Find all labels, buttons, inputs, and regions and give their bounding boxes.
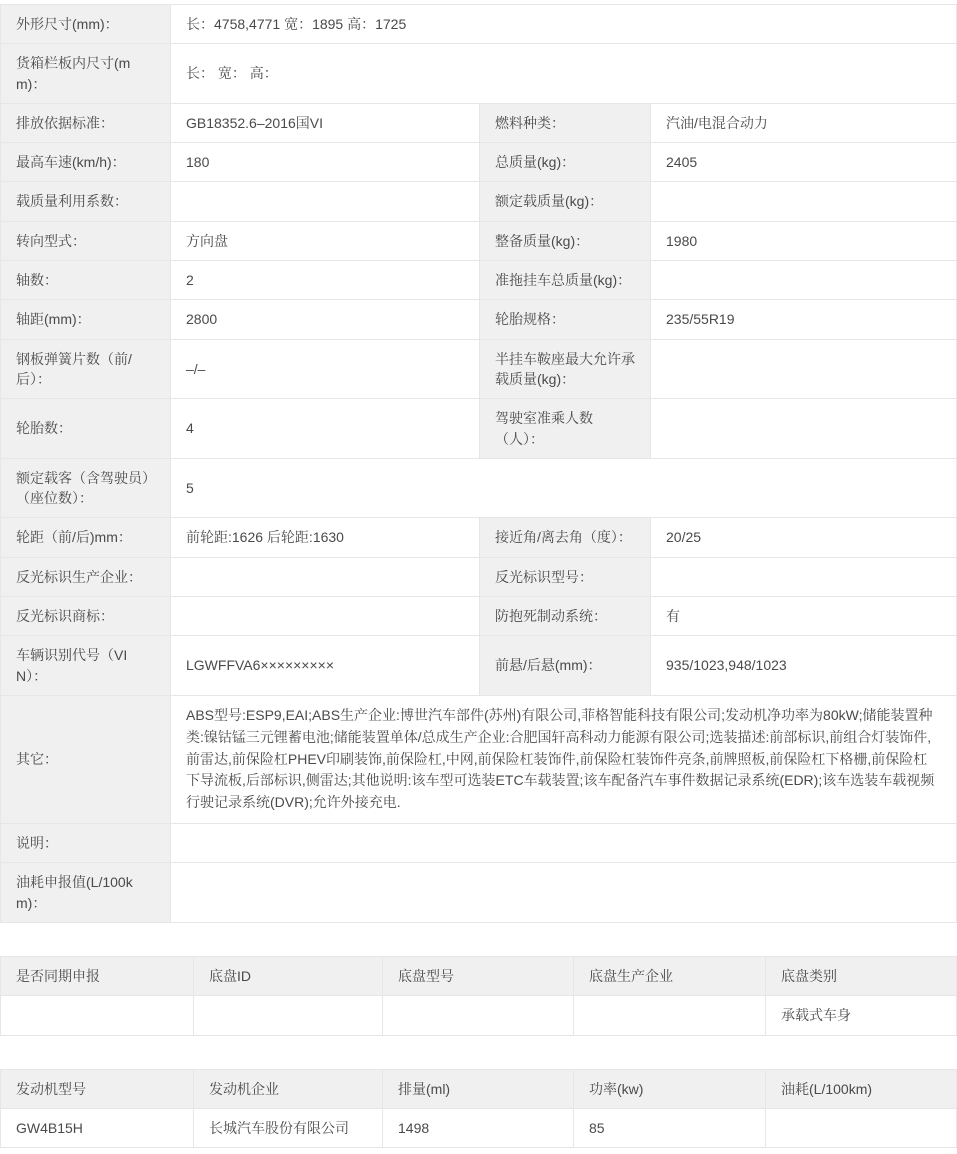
table-spacer [0,1036,957,1069]
chassis-header-cell: 是否同期申报 [1,956,194,995]
spec-label-cell: 额定载客（含驾驶员）（座位数）： [1,458,171,518]
engine-header-cell: 功率(kw) [574,1069,766,1108]
spec-label-cell: 排放依据标准： [1,103,171,142]
engine-header-cell: 发动机企业 [194,1069,383,1108]
spec-label-cell: 反光标识生产企业： [1,557,171,596]
spec-label-cell: 总质量(kg)： [480,143,651,182]
spec-value-cell [171,863,957,923]
spec-value-cell: 长：4758,4771 宽：1895 高：1725 [171,5,957,44]
chassis-header-cell: 底盘类别 [766,956,957,995]
spec-value-cell: 2 [171,261,480,300]
spec-row [1,261,957,300]
spec-value-cell: 5 [171,458,957,518]
spec-row [1,636,957,696]
spec-value-cell: 1980 [651,221,957,260]
engine-header-cell: 油耗(L/100km) [766,1069,957,1108]
engine-value-cell [766,1108,957,1147]
engine-value-cell: GW4B15H [1,1108,194,1147]
chassis-header-cell: 底盘型号 [383,956,574,995]
engine-table [0,1069,957,1149]
spec-row [1,103,957,142]
spec-label-cell: 轮胎数： [1,399,171,459]
table-spacer [0,923,957,956]
engine-value-cell: 85 [574,1108,766,1147]
spec-label-cell: 货箱栏板内尺寸(mm)： [1,44,171,104]
spec-row [1,557,957,596]
spec-value-cell: 235/55R19 [651,300,957,339]
spec-value-cell: 20/25 [651,518,957,557]
spec-label-cell: 轮距（前/后)mm： [1,518,171,557]
spec-value-cell: 2405 [651,143,957,182]
spec-value-cell: 4 [171,399,480,459]
spec-label-cell: 说明： [1,824,171,863]
spec-label-cell: 钢板弹簧片数（前/后）： [1,339,171,399]
chassis-value-cell [383,996,574,1035]
spec-value-cell [651,182,957,221]
spec-label-cell: 驾驶室准乘人数（人）： [480,399,651,459]
spec-label-cell: 反光标识商标： [1,597,171,636]
spec-label-cell: 车辆识别代号（VIN）： [1,636,171,696]
spec-value-cell: 180 [171,143,480,182]
spec-label-cell: 轮胎规格： [480,300,651,339]
spec-label-cell: 接近角/离去角（度）： [480,518,651,557]
spec-row [1,300,957,339]
spec-row [1,597,957,636]
spec-row [1,518,957,557]
spec-value-cell: 935/1023,948/1023 [651,636,957,696]
spec-row [1,399,957,459]
spec-value-cell: 有 [651,597,957,636]
chassis-header-row [1,956,957,995]
spec-table-body [1,5,957,923]
spec-label-cell: 载质量利用系数： [1,182,171,221]
spec-value-cell [171,182,480,221]
spec-value-cell [651,399,957,459]
spec-value-cell [651,557,957,596]
chassis-row [1,996,957,1035]
spec-row [1,182,957,221]
spec-label-cell: 防抱死制动系统： [480,597,651,636]
spec-value-cell: 汽油/电混合动力 [651,103,957,142]
spec-value-cell: 方向盘 [171,221,480,260]
engine-header-cell: 排量(ml) [383,1069,574,1108]
spec-row [1,824,957,863]
spec-row [1,458,957,518]
spec-value-cell: 前轮距:1626 后轮距:1630 [171,518,480,557]
spec-value-cell: ABS型号:ESP9,EAI;ABS生产企业:博世汽车部件(苏州)有限公司,菲格智能科技有限公司;发动机净功率为80kW;储能装置种类:镍钴锰三元锂蓄电池;储能装置单体/总成生产企业:合肥国轩高科动力能源有限公司;选装描述:前部标识,前组合灯装饰件,前雷达,前保险杠PHEV印刷装饰,前保险杠,中网,前保险杠装饰件,前保险杠装饰件亮条,前牌照板,前保险杠下格栅,前保险杠下导流板,后部标识,侧雷达;其他说明:该车型可选装ETC车载装置;该车配备汽车事件数据记录系统(EDR);该车选装车载视频行驶记录系统(DVR);允许外接充电. [171,695,957,823]
spec-row [1,5,957,44]
engine-header-cell: 发动机型号 [1,1069,194,1108]
spec-value-cell: LGWFFVA6××××××××× [171,636,480,696]
engine-value-cell: 1498 [383,1108,574,1147]
spec-row [1,143,957,182]
engine-row [1,1108,957,1147]
spec-row [1,339,957,399]
chassis-value-cell: 承载式车身 [766,996,957,1035]
spec-value-cell [651,261,957,300]
spec-label-cell: 外形尺寸(mm)： [1,5,171,44]
spec-label-cell: 燃料种类： [480,103,651,142]
chassis-value-cell [1,996,194,1035]
spec-row [1,221,957,260]
spec-label-cell: 轴距(mm)： [1,300,171,339]
chassis-table-body [1,996,957,1035]
spec-value-cell [651,339,957,399]
chassis-header-cell: 底盘ID [194,956,383,995]
spec-row [1,44,957,104]
spec-value-cell [171,597,480,636]
spec-label-cell: 转向型式： [1,221,171,260]
spec-value-cell: 2800 [171,300,480,339]
chassis-table [0,956,957,1036]
spec-label-cell: 半挂车鞍座最大允许承载质量(kg)： [480,339,651,399]
spec-label-cell: 准拖挂车总质量(kg)： [480,261,651,300]
spec-label-cell: 油耗申报值(L/100km)： [1,863,171,923]
spec-label-cell: 轴数： [1,261,171,300]
spec-value-cell: –/– [171,339,480,399]
chassis-value-cell [574,996,766,1035]
chassis-value-cell [194,996,383,1035]
vehicle-spec-table [0,4,957,923]
spec-row [1,863,957,923]
spec-label-cell: 其它： [1,695,171,823]
spec-row [1,695,957,823]
engine-header-row [1,1069,957,1108]
spec-value-cell [171,557,480,596]
spec-label-cell: 整备质量(kg)： [480,221,651,260]
engine-value-cell: 长城汽车股份有限公司 [194,1108,383,1147]
spec-value-cell: GB18352.6–2016国VI [171,103,480,142]
spec-label-cell: 额定载质量(kg)： [480,182,651,221]
chassis-header-cell: 底盘生产企业 [574,956,766,995]
spec-value-cell [171,824,957,863]
spec-label-cell: 最高车速(km/h)： [1,143,171,182]
spec-label-cell: 反光标识型号： [480,557,651,596]
spec-label-cell: 前悬/后悬(mm)： [480,636,651,696]
engine-table-body [1,1108,957,1147]
spec-value-cell: 长： 宽： 高： [171,44,957,104]
